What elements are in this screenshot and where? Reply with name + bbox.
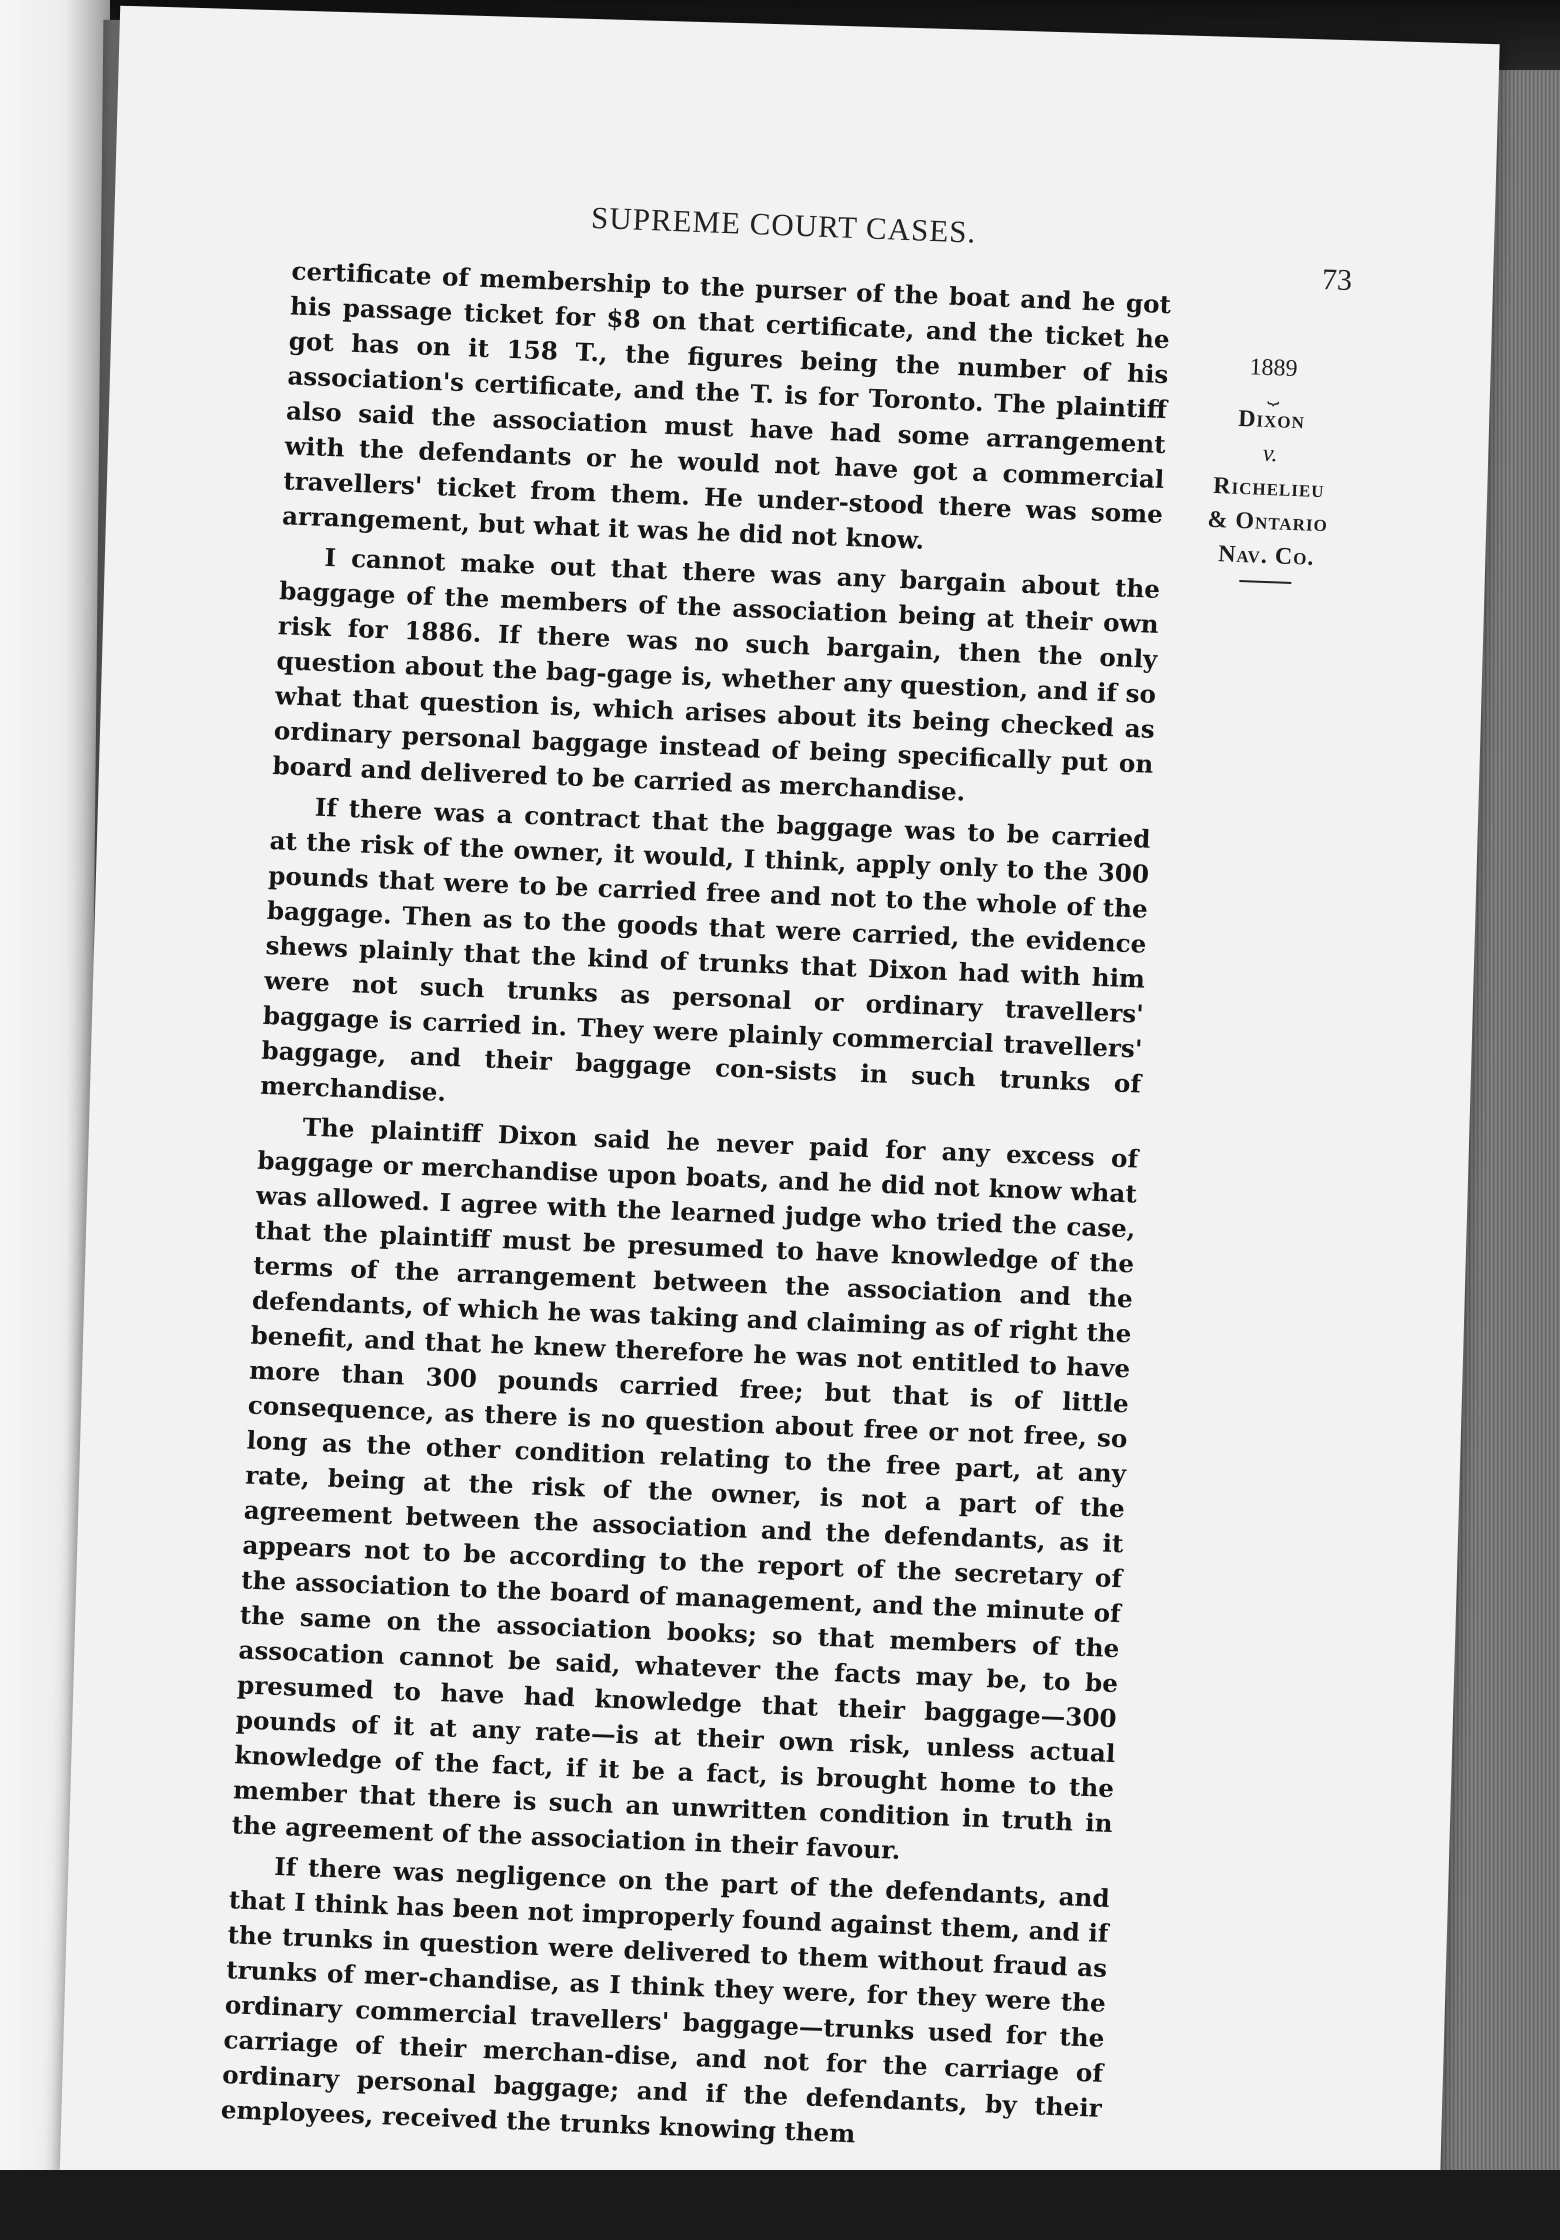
brace-glyph: ⏟ <box>1267 382 1278 406</box>
running-head: SUPREME COURT CASES. <box>590 199 977 250</box>
body-text <box>220 253 1172 2165</box>
case-margin-note <box>1195 348 1344 585</box>
case-year: 1889 <box>1249 354 1299 383</box>
versus-label: v. <box>1262 440 1279 468</box>
party-nav-co: Nav. Co. <box>1217 541 1315 571</box>
party-dixon: Dixon <box>1237 405 1306 435</box>
party-richelieu: Richelieu <box>1212 472 1326 504</box>
paragraph-2: I cannot make out that there was any bargain about the baggage of the members of the association being at their own risk for 1886. If there was no such bargain, then the only question about the bag-gage is, whether any question, and if so what that question is, which arises about its being checked as ordinary personal baggage instead of being specifically put on board and delivered to be carried as merchandise. <box>272 542 1161 807</box>
paragraph-4: The plaintiff Dixon said he never paid for any excess of baggage or merchandise upon boats, and he did not know what was allowed. I agree with the learned judge who tried the case, that the plaintiff must be presumed to have knowledge of the terms of the arrangement between the association and the defendants, of which he was taking and claiming as of right the benefit, and that he knew therefore he was not entitled to have more than 300 pounds carried free; but that is of little consequence, as there is no question about free or not free, so long as the other condition relating to the free part, at any rate, being at the risk of the owner, is not a part of the agreement between the association and the defendants, as it appears not to be according to the report of the secretary of the association to the board of management, and the minute of the same on the association books; so that members of the assocation cannot be said, whatever the facts may be, to be presumed to have had knowledge that their baggage—300 pounds of it at any rate—is at their own risk, unless actual knowledge of the fact, if it be a fact, is brought home to the member that there is such an unwritten condition in truth in the agreement of the association in their favour. <box>231 1112 1139 1865</box>
bottom-shadow <box>0 2170 1560 2240</box>
paragraph-1: certificate of membership to the purser of the boat and he got his passage ticket for $8 on that certificate, and the ticket he got has on it 158 T., the figures being the number of his association's certificate, and the T. is for Toronto. The plaintiff also said the association must have had some arrangement with the defendants or he would not have got a commercial travellers' ticket from them. He under-stood there was some arrangement, but what it was he did not know. <box>281 256 1172 555</box>
paragraph-5: If there was negligence on the part of the defendants, and that I think has been not improperly found against them, and if the trunks in question were delivered to them without fraud as trunks of mer-chandise, as I think they were, for they were the ordinary commercial travellers' baggage—trunks used for the carriage of their merchan-dise, and not for the carriage of ordinary personal baggage; and if the defendants, by their employees, received the trunks knowing them <box>220 1851 1111 2149</box>
party-ontario: & Ontario <box>1206 506 1329 538</box>
paragraph-3: If there was a contract that the baggage was to be carried at the risk of the owner, it would, I think, apply only to the 300 pounds that were to be carried free and not to the whole of the baggage. Then as to the goods that were carried, the evidence shews plainly that the kind of trunks that Dixon had with him were not such trunks as personal or ordinary travellers' baggage is carried in. They were plainly commercial travellers' baggage, and their baggage con-sists in such trunks of merchandise. <box>259 792 1151 1107</box>
page-number: 73 <box>1321 262 1353 298</box>
